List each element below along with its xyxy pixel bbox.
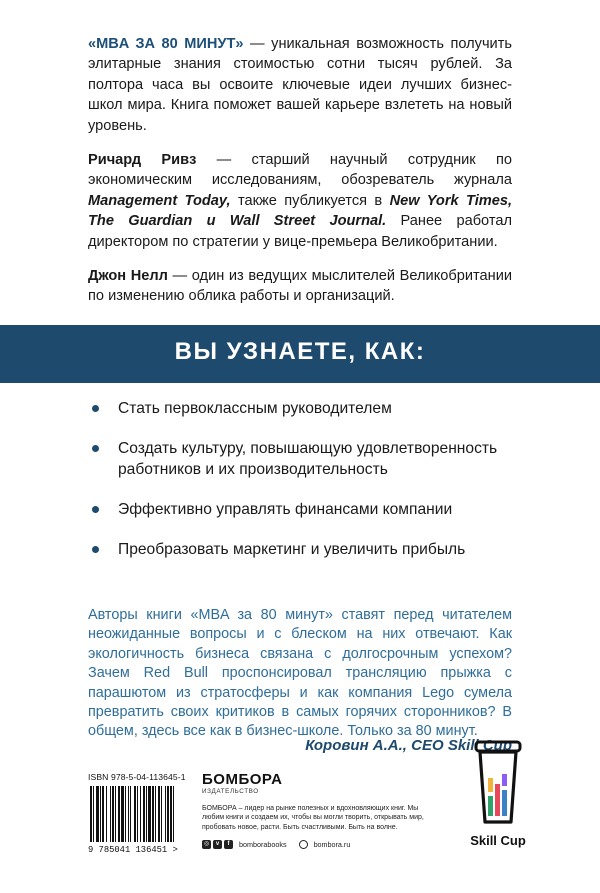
isbn-number: ISBN 978-5-04-113645-1 <box>88 772 186 782</box>
publisher-description: БОМБОРА – лидер на рынке полезных и вдохновляющих книг. Мы любим книги и создаем их, чтобы вы могли творить, открывать мир, пробовать новое, расти. Быть счастливыми. Быть на волне. <box>202 805 424 831</box>
barcode-digits: 9 785041 136451 > <box>88 845 178 855</box>
learn-item: Эффективно управлять финансами компании <box>88 499 528 520</box>
publisher-block <box>202 772 442 849</box>
publisher-logo: БОМБОРА <box>202 771 283 788</box>
skill-cup-name: Skill Cup <box>470 833 526 848</box>
coffee-cup-icon <box>474 738 522 826</box>
globe-icon <box>299 840 308 849</box>
vk-icon: v <box>213 840 222 849</box>
author-bio-text: Ранее работал директором по стратегии у вице-премьера Великобритании. <box>88 213 513 250</box>
book-title: «MBA ЗА 80 МИНУТ» <box>88 36 244 52</box>
book-intro <box>88 34 512 136</box>
publisher-subtitle: ИЗДАТЕЛЬСТВО <box>202 788 259 795</box>
learn-item: Преобразовать маркетинг и увеличить прибыль <box>88 539 528 560</box>
author-bio-text: — один из ведущих мыслителей Великобритании по изменению облика работы и организаций. <box>88 268 512 305</box>
barcode-block <box>88 772 192 855</box>
learn-list <box>88 398 528 560</box>
publisher-site: bombora.ru <box>313 840 351 850</box>
barcode-icon <box>88 786 192 842</box>
magazine-name: Management Today, <box>88 192 231 209</box>
publisher-handle: bomborabooks <box>239 840 287 850</box>
description-block <box>88 34 512 321</box>
social-icons <box>202 840 233 849</box>
review-text: Авторы книги «MBA за 80 минут» ставят перед читателем неожиданные вопросы и с блеском на них отвечают. Как экологичность бизнеса связана с долгосрочным успехом? Зачем Red Bull проспонсировал трансляцию прыжка с парашютом из стратосферы и как компания Lego сумела превратить своих критиков в самых горячих сторонников? В общем, здесь все как в бизнес-школе. Только за 80 минут. <box>88 607 512 740</box>
review-author: Коровин А.А., CEO Skill Cup <box>305 737 512 754</box>
facebook-icon: f <box>224 840 233 849</box>
learn-banner <box>0 325 600 383</box>
learn-item: Стать первоклассным руководителем <box>88 398 528 419</box>
author-name-nell: Джон Нелл <box>88 268 168 285</box>
author-bio-text: — старший научный сотрудник по экономическим исследованиям, обозреватель журнала <box>88 152 512 189</box>
book-intro-text: — уникальная возможность получить элитарные знания стоимостью сотни тысяч рублей. За полтора часа вы освоите ключевые идеи лучших бизнес-школ мира. Книга поможет вашей карьере взлететь на новый уровень. <box>88 36 512 134</box>
author-bio-nell <box>88 266 512 307</box>
skill-cup-logo <box>466 738 530 848</box>
publisher-links <box>202 840 442 849</box>
author-name-reeves: Ричард Ривз <box>88 152 197 169</box>
author-bio-reeves <box>88 150 512 252</box>
learn-item: Создать культуру, повышающую удовлетворенность работников и их производительность <box>88 438 528 480</box>
author-bio-text: также публикуется в <box>230 192 390 209</box>
banner-title: ВЫ УЗНАЕТЕ, КАК: <box>174 338 426 365</box>
instagram-icon: ◎ <box>203 841 210 848</box>
newspapers: New York Times, The Guardian и Wall Street Journal. <box>88 192 513 230</box>
